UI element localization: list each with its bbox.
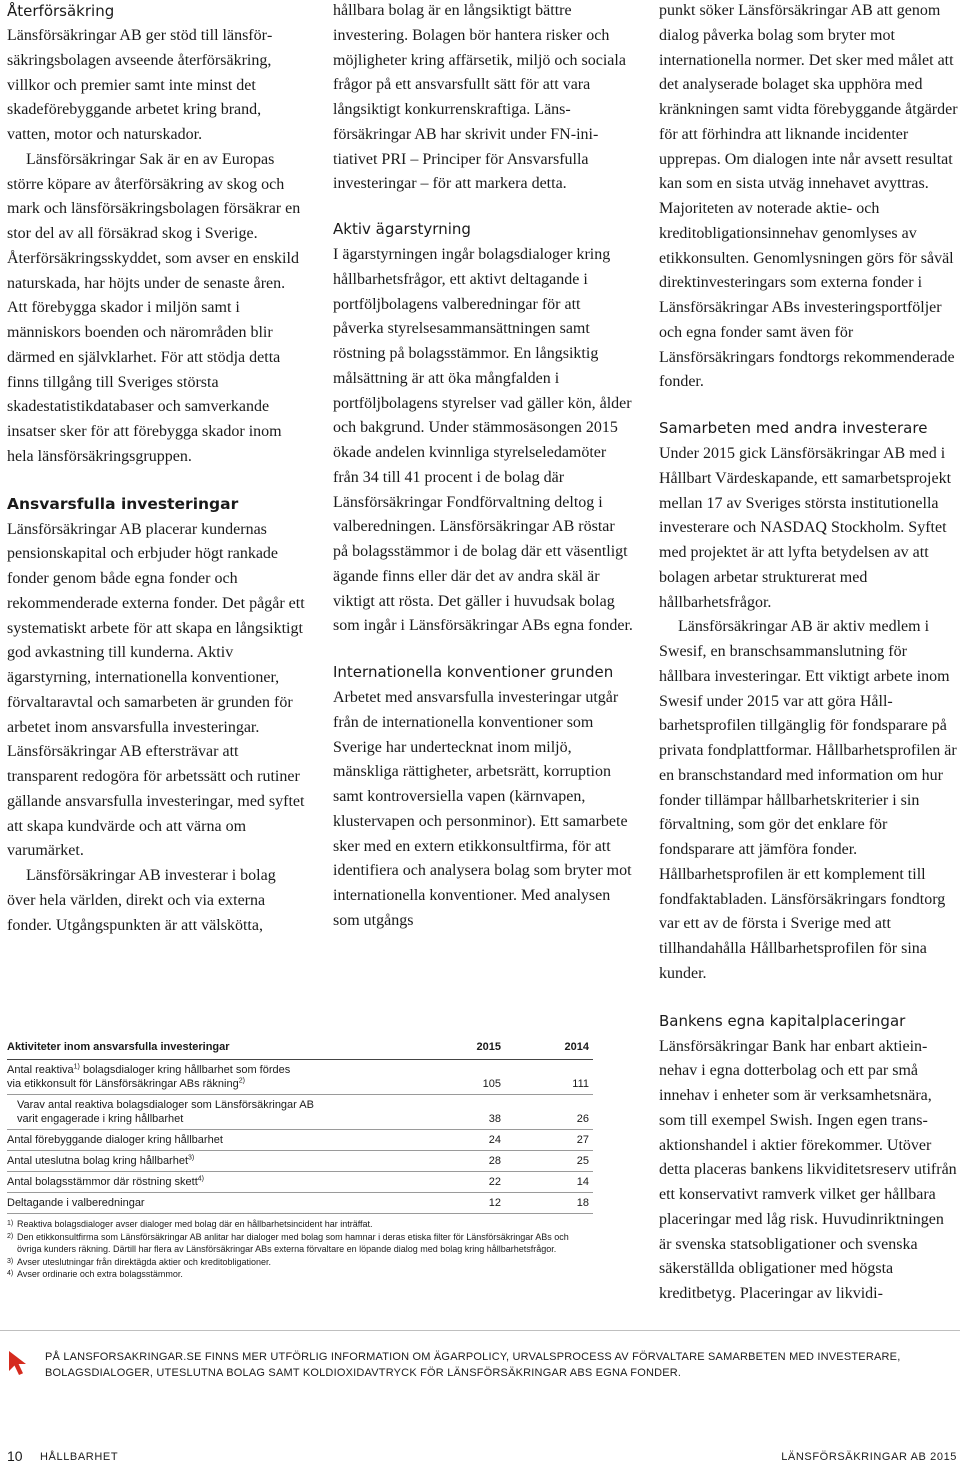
table-cell-2014: 25 [576, 1155, 589, 1167]
table-row: Varav antal reaktiva bolagsdialoger som Länsförsäkringar AB varit engagerade i kring hållbarhet 38 26 [7, 1095, 593, 1130]
table-cell-2015: 12 [488, 1197, 501, 1209]
paragraph-active-ownership: I ägarstyrningen ingår bolagsdialoger kring hållbarhetsfrågor, ett aktivt deltagande i portföljbolagens valberedningar för att påverka styrelsesammansättningen samt röstning på bolagsstämmor. En långsiktig målsättning är att öka mångfalden i portföljbolagens styrelser vad gäller kön, ålder och bakgrund. Under stämmosäsongen 2015 ökade andelen kvinnliga styrelseledamöter från 34 till 41 procent i de bolag där Länsförsäkringar Fondförvaltning deltog i valberedningen. Länsförsäkringar AB röstar på bolagsstämmor i de bolag där ett väsentligt ägande finns eller där det av andra skäl är viktigt att rösta. Det gäller i huvudsak bolag som ingår i Länsförsäkringar ABs egna fonder. [333, 246, 633, 635]
table-cell-2014: 14 [576, 1176, 589, 1188]
section-name: HÅLLBARHET [40, 1451, 119, 1463]
column-2 [333, 0, 633, 934]
heading-bank-investments: Bankens egna kapitalplaceringar [659, 1011, 906, 1030]
table-cell-2015: 38 [488, 1113, 501, 1125]
column-3 [659, 0, 959, 1307]
table-year-2015: 2015 [476, 1041, 501, 1053]
cursor-arrow-icon [6, 1349, 34, 1377]
table-row: Deltagande i valberedningar 12 18 [7, 1193, 593, 1214]
paragraph-collaborations-2: Länsförsäkringar AB är aktiv medlem i Swesif, en branschsammanslutning för hållbara investeringar. Ett viktigt arbete inom Swesif under 2015 var att göra Hållbarhetsprofilen tillgänglig för fondsparare på privata fondplattformar. Hållbarhetsprofilen är en branschstandard med information om hur fonder tillämpar hållbarhetskriterier i sin förvaltning, som gör det enklare för fondsparare att jämföra fonder. Hållbarhetsprofilen är ett komplement till fondfaktabladen. Länsförsäkringars fondtorg var ett av de första i Sverige med att tillhandahålla Hållbarhetsprofilen för sina kunder. [659, 618, 957, 982]
heading-responsible-investments: Ansvarsfulla investeringar [7, 494, 239, 513]
column-1 [7, 0, 307, 938]
paragraph-responsible-2: Länsförsäkringar AB investerar i bolag över hela världen, direkt och via externa fonder. Utgångspunkten är att välskötta, [7, 867, 276, 934]
paragraph-reinsurance-2: Länsförsäkringar Sak är en av Europas större köpare av återförsäkring av skog och mark och länsförsäkringsbolagen försäkrar en stor del av all försäkrad skog i Sverige. Återförsäkringsskyddet, som avser en enskild naturskada, har höjts under de senaste åren. Att förebygga skador i miljön samt i människors boenden och närområden blir därmed en självklarhet. För att stödja detta finns tillgång till Sveriges största skadestatistikdatabaser och samverkande insatser sker för att förebygga skador inom hela länsförsäkringsgruppen. [7, 150, 301, 465]
footnote: 4) Avser ordinarie och extra bolagsstämmor. [7, 1269, 183, 1279]
table-header-row [7, 1036, 593, 1060]
table-year-2014: 2014 [564, 1041, 589, 1053]
more-info-text: PÅ LANSFORSAKRINGAR.SE FINNS MER UTFÖRLIG INFORMATION OM ÄGARPOLICY, URVALSPROCESS AV FÖRVALTARE SAMARBETEN MED INVESTERARE, BOLAGSDIALOGER, UTESLUTNA BOLAG SAMT KOLDIOXIDAVTRYCK FÖR LÄNSFÖRSÄKRINGAR ABS EGNA FONDER. [45, 1351, 901, 1379]
page-number: 10 [7, 1448, 23, 1464]
table-cell-2015: 22 [488, 1176, 501, 1188]
heading-reinsurance: Återförsäkring [7, 2, 115, 20]
table-row: Antal reaktiva$^{1)}$ bolagsdialoger kring hållbarhet som fördes via etikkonsult för Länsförsäkringar ABs räkning$^{2)}$ 105 111 [7, 1060, 593, 1095]
heading-international-conventions: Internationella konventioner grunden [333, 663, 614, 681]
paragraph-international-conventions: Arbetet med ansvarsfulla investeringar utgår från de internationella konventioner som Sverige har undertecknat inom miljö, mänskliga rättigheter, arbetsrätt, korruption samt kontroversiella vapen (kärnvapen, klustervapen och personminor). Ett samarbete sker med en extern etikkonsultfirma, för att identifiera och analysera bolag som bryter mot internationella konventioner. Med analysen som utgångs [333, 689, 632, 929]
table-cell-2015: 105 [482, 1078, 501, 1090]
table-cell-2014: 27 [576, 1134, 589, 1146]
footnote: 3) Avser uteslutningar från direktägda aktier och kreditobligationer. [7, 1256, 271, 1267]
paragraph-collaborations-1: Under 2015 gick Länsförsäkringar AB med i Hållbart Värdeskapande, ett samarbetsprojekt mellan 17 av Sveriges största institutionella investerare och NASDAQ Stockholm. Syftet med projektet är att lyfta betydelsen av att bolagen arbetar strukturerat med hållbarhetsfrågor. [659, 445, 952, 611]
footnote: 2) Den etikkonsultfirma som Länsförsäkringar AB anlitar har dialoger med bolag som hamnar i deras etiska filter för Länsförsäkringar ABs och övriga kunders räkning. Därtill har flera av Länsförsäkringar ABs externa förvaltare en löpande dialog med bolag kring hållbarhetsfrågor. [7, 1231, 569, 1254]
heading-active-ownership: Aktiv ägarstyrning [333, 220, 471, 238]
table-cell-2015: 28 [488, 1155, 501, 1167]
paragraph-sustainable-companies: hållbara bolag är en långsiktigt bättre investering. Bolagen bör hantera risker och möjligheter kring affärsetik, miljö och sociala frågor på ett ansvarsfullt sätt för att vara långsiktigt konkurrenskraftiga. Länsförsäkringar AB har skrivit under FN-initiativet PRI – Principer för Ansvarsfulla investeringar – för att markera detta. [333, 2, 626, 193]
table-cell-2014: 111 [572, 1078, 589, 1090]
report-name: LÄNSFÖRSÄKRINGAR AB 2015 [781, 1451, 957, 1463]
table-title: Aktiviteter inom ansvarsfulla investeringar [7, 1041, 230, 1053]
table-cell-2014: 18 [576, 1197, 589, 1209]
table-cell-2014: 26 [576, 1113, 589, 1125]
activities-table [7, 1036, 593, 1281]
table-cell-2015: 24 [488, 1134, 501, 1146]
more-info-bar [0, 1330, 960, 1390]
paragraph-bank-investments: Länsförsäkringar Bank har enbart aktieinnehav i egna dotterbolag och ett par små innehav i enheter som är verksamhetsnära, som till exempel Swish. Ingen egen transaktionshandel i aktier förekommer. Utöver detta placeras bankens likviditetsreserv utifrån ett konservativt ramverk vilket ger hållbara placeringar med låg risk. Huvudinriktningen är svenska statsobligationer och svenska säkerställda obligationer med högsta kreditbetyg. Placeringar av likvidi- [659, 1037, 957, 1302]
heading-collaborations: Samarbeten med andra investerare [659, 419, 928, 437]
page-footer [0, 1448, 960, 1468]
table-footnotes [7, 1218, 593, 1281]
paragraph-reinsurance-1: Länsförsäkringar AB ger stöd till länsförsäkringsbolagen avseende återförsäkring, villkor och premier samt inte minst det skadeförebyggande arbetet kring brand, vatten, motor och naturskador. [7, 27, 273, 143]
paragraph-dialogue: punkt söker Länsförsäkringar AB att genom dialog påverka bolag som bryter mot internationella normer. Det sker med målet att det analyserade bolaget ska upphöra med kränkningen samt vidta förebyggande åtgärder för att förhindra att liknande incidenter upprepas. Om dialogen inte når avsett resultat kan som en sista utväg innehavet avyttras. Majoriteten av noterade aktie- och kreditobligationsinnehav genomlyses av etikkonsulten. Genomlysningen görs för såväl direktinvesteringars som externa fonder i Länsförsäkringar ABs investeringsportföljer och egna fonder samt även för Länsförsäkringars fondtorgs rekommenderade fonder. [659, 2, 958, 391]
footnote: 1) Reaktiva bolagsdialoger avser dialoger med bolag där en hållbarhetsincident har inträffat. [7, 1219, 373, 1229]
table-row: Antal förebyggande dialoger kring hållbarhet 24 27 [7, 1130, 593, 1151]
table-row: Antal uteslutna bolag kring hållbarhet$^{3)}$ 28 25 [7, 1151, 593, 1172]
table-row: Antal bolagsstämmor där röstning skett$^{4)}$ 22 14 [7, 1172, 593, 1193]
paragraph-responsible-1: Länsförsäkringar AB placerar kundernas pensionskapital och erbjuder högt rankade fonder genom både egna fonder och rekommenderade externa fonder. Det pågår ett systematiskt arbete för att skapa en långsiktigt god avkastning till kunderna. Aktiv ägarstyrning, internationella konventioner, förvaltaravtal och samarbeten är grunden för arbetet inom ansvarsfulla investeringar. Länsförsäkringar AB eftersträvar att transparent redogöra för arbetssätt och rutiner gällande ansvarsfulla investeringar, med syftet att skapa kundvärde och att värna om varumärket. [7, 520, 305, 860]
